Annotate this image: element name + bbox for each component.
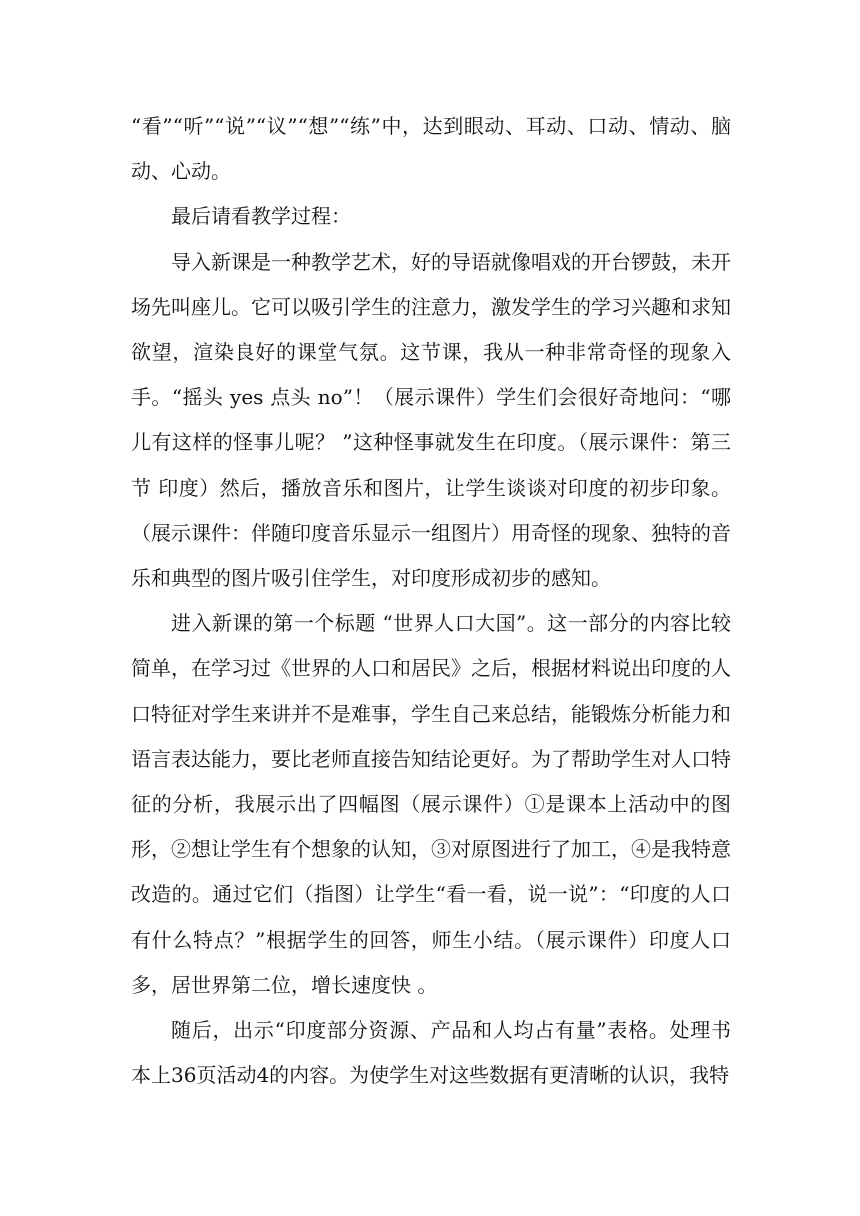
paragraph-resources-table: 随后，出示“印度部分资源、产品和人均占有量”表格。处理书本上36页活动4的内容。为使学生对这些数据有更清晰的认识，我特 [131,1018,731,1088]
paragraph-population-section: 进入新课的第一个标题 “世界人口大国”。这一部分的内容比较简单，在学习过《世界的人口和居民》之后，根据材料说出印度的人口特征对学生来讲并不是难事，学生自己来总结，能锻炼分析能力和语言表达能力，要比老师直接告知结论更好。为了帮助学生对人口特征的分析，我展示出了四幅图（展示课件）①是课本上活动中的图形，②想让学生有个想象的认知，③对原图进行了加工，④是我特意改造的。通过它们（指图）让学生“看一看，说一说”：“印度的人口有什么特点？”根据学生的回答，师生小结。（展示课件）印度人口多，居世界第二位，增长速度快 。 [131,611,731,997]
paragraph-lesson-introduction: 导入新课是一种教学艺术，好的导语就像唱戏的开台锣鼓，未开场先叫座儿。它可以吸引学生的注意力，激发学生的学习兴趣和求知欲望，渲染良好的课堂气氛。这节课，我从一种非常奇怪的现象入手。“摇头 yes 点头 no”！（展示课件）学生们会很好奇地问：“哪儿有这样的怪事儿呢？ ”这种怪事就发生在印度。（展示课件：第三节 印度）然后，播放音乐和图片，让学生谈谈对印度的初步印象。（展示课件：伴随印度音乐显示一组图片）用奇怪的现象、独特的音乐和典型的图片吸引住学生，对印度形成初步的感知。 [131,249,731,591]
document-body [131,104,731,1098]
paragraph-teaching-process-intro: 最后请看教学过程： [171,204,351,229]
paragraph-continuation: “看”“听”“说”“议”“想”“练”中，达到眼动、耳动、口动、情动、脑动、心动。 [131,114,731,184]
